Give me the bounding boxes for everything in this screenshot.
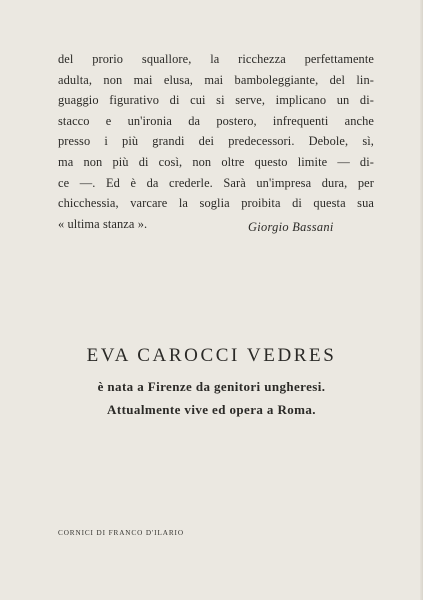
quote-line: guaggio figurativo di cui si serve, implicano un di- bbox=[58, 93, 374, 108]
quote-line: stacco e un'ironia da postero, infrequenti anche bbox=[58, 113, 374, 128]
frame-credit: CORNICI DI FRANCO D'ILARIO bbox=[58, 529, 184, 537]
quote-line: ma non più di così, non oltre questo limite — di- bbox=[58, 154, 374, 169]
quote-line: del prorio squallore, la ricchezza perfettamente bbox=[58, 52, 374, 66]
quote-author: Giorgio Bassani bbox=[248, 220, 334, 234]
quote-line: adulta, non mai elusa, mai bamboleggiante, del lin- bbox=[58, 72, 374, 87]
artist-name: EVA CAROCCI VEDRES bbox=[86, 345, 337, 366]
quote-line: chicchessia, varcare la soglia proibita di questa sua bbox=[58, 196, 374, 211]
artist-bio-line: Attualmente vive ed opera a Roma. bbox=[107, 402, 316, 417]
quote-line: presso i più grandi dei predecessori. Debole, sì, bbox=[58, 134, 374, 149]
quote-passage bbox=[58, 49, 374, 234]
quote-line: « ultima stanza ». bbox=[58, 216, 148, 231]
artist-bio-line: è nata a Firenze da genitori ungheresi. bbox=[97, 379, 326, 394]
quote-line: ce —. Ed è da crederle. Sarà un'impresa dura, per bbox=[58, 175, 374, 190]
